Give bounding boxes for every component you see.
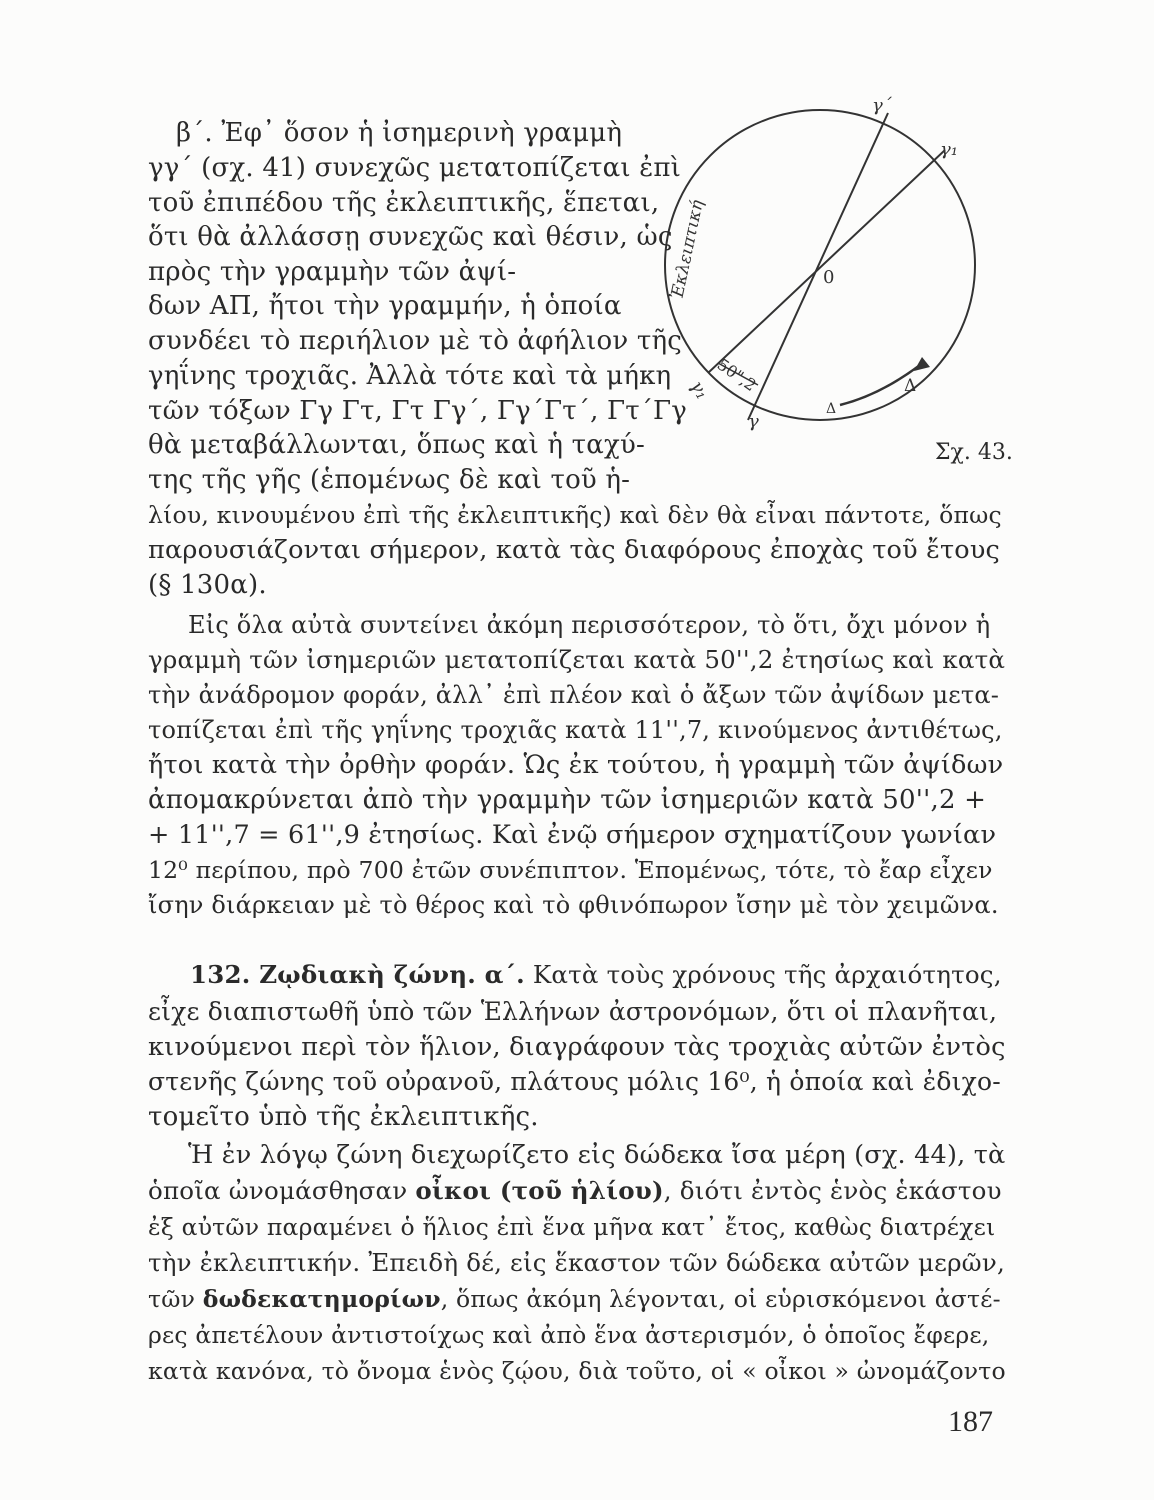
- page-number: 187: [948, 1405, 993, 1438]
- para-beta-line-12: λίου, κινουμένου ἐπὶ τῆς ἐκλειπτικῆς) καὶ δὲν θὰ εἶναι πάντοτε, ὅπως: [148, 501, 1002, 529]
- para-4-line-2b: , διότι ἐντὸς ἑνὸς ἑκάστου: [663, 1176, 1002, 1205]
- delta-arrowhead: [914, 357, 930, 371]
- para-2-line-6: ἀπομακρύνεται ἀπὸ τὴν γραμμὴν τῶν ἰσημεριῶν κατὰ 50'',2 +: [148, 785, 987, 815]
- para-beta-line-13: παρουσιάζονται σήμερον, κατὰ τὰς διαφόρους ἐποχὰς τοῦ ἔτους: [148, 535, 1001, 565]
- para-2-line-1: Εἰς ὅλα αὐτὰ συντείνει ἀκόμη περισσότερον, τὸ ὅτι, ὄχι μόνον ἡ: [188, 611, 991, 639]
- term-dodekatimorion: δωδεκατημορίων: [202, 1285, 441, 1313]
- label-delta-small: Δ: [826, 401, 837, 417]
- label-center: 0: [823, 267, 835, 288]
- figure-43: [640, 95, 1000, 475]
- para-4-line-2a: ὁποῖα ὠνομάσθησαν: [148, 1176, 416, 1205]
- para-2-line-3: τὴν ἀνάδρομον φοράν, ἀλλ᾽ ἐπὶ πλέον καὶ ὁ ἄξων τῶν ἀψίδων μετα-: [148, 681, 1000, 709]
- para-2-line-4: τοπίζεται ἐπὶ τῆς γηΐνης τροχιᾶς κατὰ 11'',7, κινούμενος ἀντιθέτως,: [148, 716, 1003, 744]
- para-2-line-2: γραμμὴ τῶν ἰσημεριῶν μετατοπίζεται κατὰ 50'',2 ἐτησίως καὶ κατὰ: [148, 645, 1006, 674]
- para-4-line-2: [148, 1176, 1002, 1206]
- para-beta-line-11: της τῆς γῆς (ἑπομένως δὲ καὶ τοῦ ἡ-: [148, 465, 631, 495]
- label-gamma1-top: γ₁: [940, 139, 958, 160]
- para-4-line-1: Ἡ ἐν λόγῳ ζώνη διεχωρίζετο εἰς δώδεκα ἴσα μέρη (σχ. 44), τὰ: [188, 1140, 1006, 1170]
- section-132-first-line-text: Κατὰ τοὺς χρόνους τῆς ἀρχαιότητος,: [532, 960, 1002, 989]
- para-beta-line-7: συνδέει τὸ περιήλιον μὲ τὸ ἀφήλιον τῆς: [148, 326, 682, 356]
- ecliptic-circle: [665, 110, 975, 420]
- para-beta-line-10: θὰ μεταβάλλωνται, ὅπως καὶ ἡ ταχύ-: [148, 430, 645, 460]
- para-2-line-9: ἴσην διάρκειαν μὲ τὸ θέρος καὶ τὸ φθινόπωρον ἴσην μὲ τὸν χειμῶνα.: [148, 891, 999, 919]
- para-beta-line-6: δων ΑΠ, ἤτοι τὴν γραμμήν, ἡ ὁποία: [148, 291, 622, 321]
- para-4-line-4: τὴν ἐκλειπτικήν. Ἐπειδὴ δέ, εἰς ἕκαστον τῶν δώδεκα αὐτῶν μερῶν,: [148, 1248, 1005, 1277]
- para-beta-line-9: τῶν τόξων Γγ Γτ, Γτ Γγ΄, Γγ΄Γτ΄, Γτ΄Γγ: [148, 396, 688, 426]
- para-beta-line-5: πρὸς τὴν γραμμὴν τῶν ἀψί-: [148, 257, 517, 287]
- para-2-line-8: 12⁰ περίπου, πρὸ 700 ἐτῶν συνέπιπτον. Ἑπομένως, τότε, τὸ ἔαρ εἶχεν: [148, 856, 993, 884]
- para-beta-line-1: β΄. Ἐφ᾽ ὅσον ἡ ἰσημερινὴ γραμμὴ: [176, 118, 623, 148]
- equinox-line: [748, 113, 888, 420]
- para-beta-line-8: γηΐνης τροχιᾶς. Ἀλλὰ τότε καὶ τὰ μήκη: [148, 361, 672, 391]
- section-132-line-1: [190, 960, 1002, 990]
- label-ecliptic: Ἐκλειπτική: [667, 198, 708, 302]
- para-beta-line-4: ὅτι θὰ ἀλλάσσῃ συνεχῶς καὶ θέσιν, ὡς: [148, 222, 673, 252]
- para-4-line-5: [148, 1284, 1001, 1314]
- para-4-line-7: κατὰ κανόνα, τὸ ὄνομα ἑνὸς ζῴου, διὰ τοῦτο, οἱ « οἶκοι » ὠνομάζοντο: [148, 1357, 1006, 1385]
- label-delta: Δ: [904, 376, 917, 396]
- apsides-line: [708, 150, 945, 373]
- figure-caption: Σχ. 43.: [935, 440, 1013, 465]
- term-oikoi: οἶκοι (τοῦ ἡλίου): [415, 1176, 664, 1205]
- para-2-line-7: + 11'',7 = 61'',9 ἐτησίως. Καὶ ἐνῷ σήμερον σχηματίζουν γωνίαν: [148, 820, 997, 850]
- label-gamma1-bottom: γ₁: [685, 377, 713, 404]
- para-beta-line-2: γγ΄ (σχ. 41) συνεχῶς μετατοπίζεται ἐπὶ: [148, 153, 682, 183]
- para-beta-line-3: τοῦ ἐπιπέδου τῆς ἐκλειπτικῆς, ἕπεται,: [148, 188, 660, 218]
- label-gamma-bottom: γ: [748, 411, 759, 432]
- para-beta-line-14: (§ 130α).: [148, 570, 267, 600]
- section-heading: 132. Ζῳδιακὴ ζώνη. α΄.: [190, 960, 525, 989]
- section-132-line-5: τομεῖτο ὑπὸ τῆς ἐκλειπτικῆς.: [148, 1102, 539, 1132]
- para-4-line-5a: τῶν: [148, 1285, 203, 1313]
- label-angle: 50",2: [713, 354, 760, 395]
- label-gamma-prime-top: γ΄: [872, 95, 892, 116]
- para-4-line-3: ἐξ αὐτῶν παραμένει ὁ ἥλιος ἐπὶ ἕνα μῆνα κατ᾽ ἔτος, καθὼς διατρέχει: [148, 1213, 996, 1241]
- para-4-line-6: ρες ἀπετέλουν ἀντιστοίχως καὶ ἀπὸ ἕνα ἀστερισμόν, ὁ ὁποῖος ἔφερε,: [148, 1321, 990, 1349]
- section-132-line-4: στενῆς ζώνης τοῦ οὐρανοῦ, πλάτους μόλις 16⁰, ἡ ὁποία καὶ ἐδιχο-: [148, 1067, 1001, 1096]
- section-132-line-2: εἶχε διαπιστωθῆ ὑπὸ τῶν Ἑλλήνων ἀστρονόμων, ὅτι οἱ πλανῆται,: [148, 997, 998, 1026]
- para-4-line-5b: , ὅπως ἀκόμη λέγονται, οἱ εὑρισκόμενοι ἀστέ-: [440, 1285, 1001, 1313]
- section-132-line-3: κινούμενοι περὶ τὸν ἥλιον, διαγράφουν τὰς τροχιὰς αὐτῶν ἐντὸς: [148, 1032, 1006, 1062]
- para-2-line-5: ἤτοι κατὰ τὴν ὀρθὴν φοράν. Ὡς ἐκ τούτου, ἡ γραμμὴ τῶν ἀψίδων: [148, 750, 1004, 780]
